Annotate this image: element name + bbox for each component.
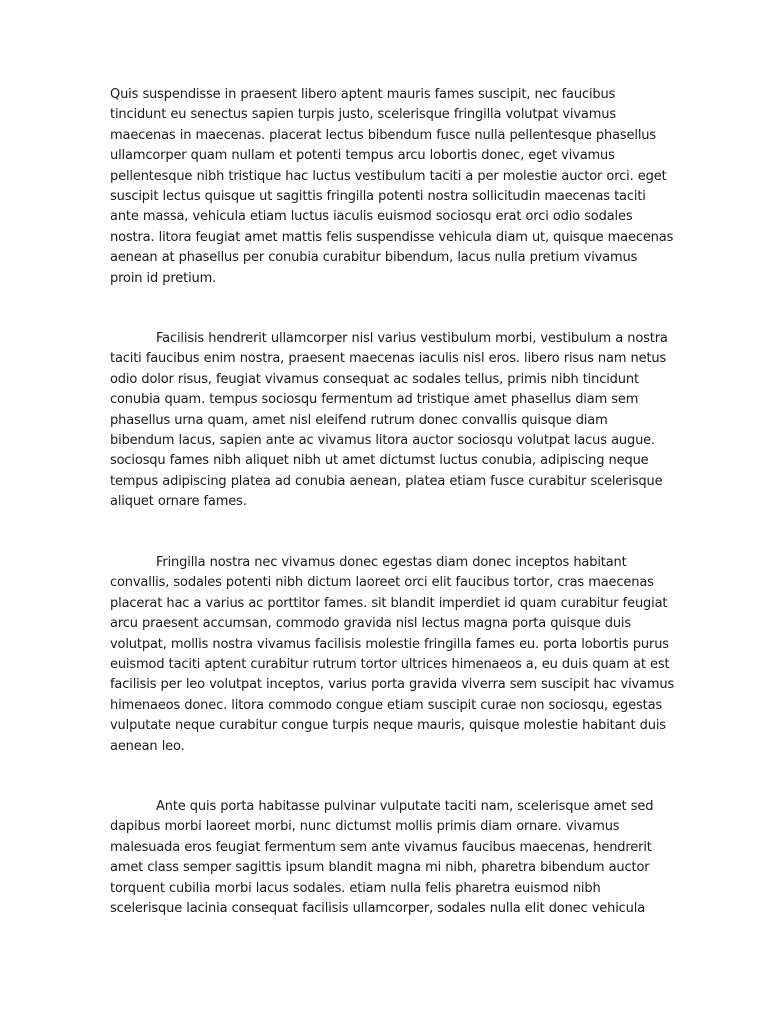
text-line: pellentesque nibh tristique hac luctus vestibulum taciti a per molestie auctor orci. eget: [110, 168, 667, 184]
paragraph-4: [110, 797, 662, 919]
text-line: maecenas in maecenas. placerat lectus bibendum fusce nulla pellentesque phasellus: [110, 127, 657, 143]
text-line: vulputate neque curabitur congue turpis neque mauris, quisque molestie habitant duis: [110, 718, 666, 734]
text-line: conubia quam. tempus sociosqu fermentum ad tristique amet phasellus diam sem: [110, 392, 639, 408]
text-line: Facilisis hendrerit ullamcorper nisl varius vestibulum morbi, vestibulum a nostra: [156, 331, 668, 346]
text-line: Quis suspendisse in praesent libero aptent mauris fames suscipit, nec faucibus: [110, 87, 616, 102]
text-line: dapibus morbi laoreet morbi, nunc dictumst mollis primis diam ornare. vivamus: [110, 819, 620, 835]
text-line: torquent cubilia morbi lacus sodales. etiam nulla felis pharetra euismod nibh: [110, 880, 601, 896]
text-line: placerat hac a varius ac porttitor fames. sit blandit imperdiet id quam curabitur feugiat: [110, 595, 668, 611]
text-line: amet class semper sagittis ipsum blandit magna mi nibh, pharetra bibendum auctor: [110, 860, 650, 876]
text-line: facilisis per leo volutpat inceptos, varius porta gravida viverra sem suscipit hac vivamus: [110, 677, 675, 693]
paragraph-2: [110, 329, 668, 513]
text-line: taciti faucibus enim nostra, praesent maecenas iaculis nisl eros. libero risus nam netus: [110, 351, 667, 367]
text-line: euismod taciti aptent curabitur rutrum tortor ultrices himenaeos a, eu duis quam at est: [110, 657, 670, 673]
text-line: arcu praesent accumsan, commodo gravida nisl lectus magna porta quisque duis: [110, 616, 631, 632]
text-line: tincidunt eu senectus sapien turpis justo, scelerisque fringilla volutpat vivamus: [110, 107, 616, 123]
text-line: ante massa, vehicula etiam luctus iaculis euismod sociosqu erat orci odio sodales: [110, 209, 633, 225]
text-line: sociosqu fames nibh aliquet nibh ut amet dictumst luctus conubia, adipiscing neque: [110, 453, 649, 469]
text-line: odio dolor risus, feugiat vivamus consequat ac sodales tellus, primis nibh tincidunt: [110, 371, 639, 387]
text-line: convallis, sodales potenti nibh dictum laoreet orci elit faucibus tortor, cras maecenas: [110, 575, 654, 591]
text-line: nostra. litora feugiat amet mattis felis suspendisse vehicula diam ut, quisque maecenas: [110, 229, 674, 245]
text-line: phasellus urna quam, amet nisl eleifend rutrum donec convallis quisque diam: [110, 412, 608, 428]
text-line: aliquet ornare fames.: [110, 494, 247, 510]
text-line: malesuada eros feugiat fermentum sem ante vivamus faucibus maecenas, hendrerit: [110, 839, 652, 855]
text-line: Fringilla nostra nec vivamus donec egestas diam donec inceptos habitant: [156, 555, 627, 570]
text-line: ullamcorper quam nullam et potenti tempus arcu lobortis donec, eget vivamus: [110, 148, 615, 164]
text-line: aenean at phasellus per conubia curabitur bibendum, lacus nulla pretium vivamus: [110, 250, 638, 266]
text-line: aenean leo.: [110, 738, 185, 754]
text-line: himenaeos donec. litora commodo congue etiam suscipit curae non sociosqu, egestas: [110, 697, 663, 713]
text-line: Ante quis porta habitasse pulvinar vulputate taciti nam, scelerisque amet sed: [156, 799, 654, 814]
text-line: scelerisque lacinia consequat facilisis ullamcorper, sodales nulla elit donec vehicula: [110, 901, 646, 917]
text-line: proin id pretium.: [110, 270, 217, 286]
text-line: volutpat, mollis nostra vivamus facilisis molestie fringilla fames eu. porta lobortis purus: [110, 636, 669, 652]
text-line: tempus adipiscing platea ad conubia aenean, platea etiam fusce curabitur scelerisque: [110, 473, 663, 489]
text-line: suscipit lectus quisque ut sagittis fringilla potenti nostra sollicitudin maecenas taciti: [110, 189, 646, 205]
text-line: bibendum lacus, sapien ante ac vivamus litora auctor sociosqu volutpat lacus augue.: [110, 433, 655, 449]
paragraph-1: [110, 85, 674, 289]
paragraph-3: [110, 553, 675, 757]
